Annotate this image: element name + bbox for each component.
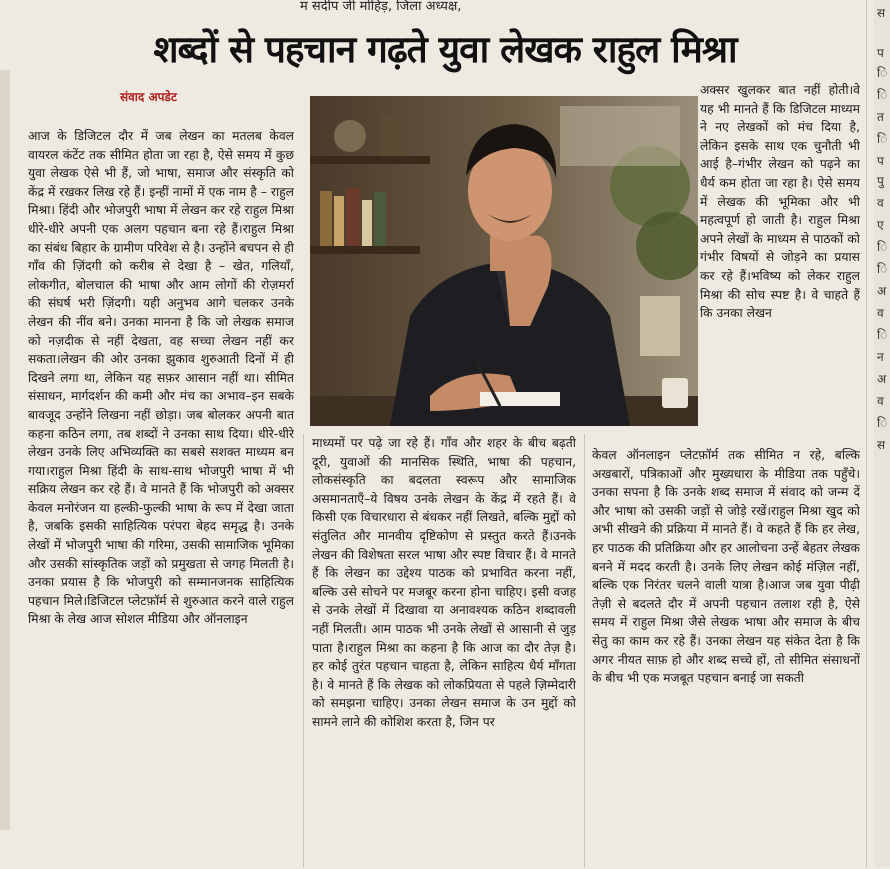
- adjacent-glyph: ए: [877, 218, 884, 232]
- page-divider: [866, 0, 867, 867]
- headline: शब्दों से पहचान गढ़ते युवा लेखक राहुल मिश्रा: [153, 28, 737, 71]
- adjacent-glyph: त: [877, 110, 884, 124]
- adjacent-glyph: अ: [877, 284, 887, 298]
- adjacent-glyph: प: [877, 154, 884, 168]
- person-portrait-icon: [310, 96, 698, 426]
- article-column-2: [312, 434, 576, 869]
- author-photo: [310, 96, 698, 426]
- article-column-3-top: [700, 81, 860, 443]
- previous-article-cut-text: म सदीप जी मोहिड़, जिला अध्यक्ष,: [300, 0, 462, 14]
- byline: संवाद अपडेट: [120, 90, 177, 104]
- column-divider: [303, 434, 304, 867]
- adjacent-glyph: स: [877, 438, 886, 452]
- column-divider: [584, 434, 585, 867]
- adjacent-glyph: न: [877, 350, 884, 364]
- column-3-top-text: अक्सर खुलकर बात नहीं होती।वे यह भी मानते हैं कि डिजिटल माध्यम ने नए लेखकों को मंच दिया है, लेकिन इसके साथ एक चुनौती भी आई है–गंभीर लेखन को पढ़ने का धैर्य कम होता जा रहा है। ऐसे समय में लेखक की भूमिका और भी महत्वपूर्ण हो जाती है। राहुल मिश्रा अपने लेखों के माध्यम से पाठकों को गंभीर विषयों से जोड़ने का प्रयास कर रहे हैं।भविष्य को लेकर राहुल मिश्रा की सोच स्पष्ट है। वे चाहते हैं कि उनका लेखन: [700, 83, 860, 321]
- article-column-1: [28, 127, 294, 869]
- adjacent-glyph: व: [877, 196, 884, 210]
- adjacent-glyph: ि: [877, 328, 888, 342]
- adjacent-glyph: ि: [877, 88, 888, 102]
- adjacent-glyph: व: [877, 306, 884, 320]
- column-2-text: माध्यमों पर पढ़े जा रहे हैं। गाँव और शहर के बीच बढ़ती दूरी, युवाओं की मानसिक स्थिति, भाषा की पहचान, लोकसंस्कृति का बदलता स्वरूप और सामाजिक असमानताएँ–ये विषय उनके लेखन के केंद्र में रहते हैं। वे किसी एक विचारधारा से बंधकर नहीं लिखते, बल्कि मुद्दों को संतुलित और मानवीय दृष्टिकोण से प्रस्तुत करते हैं।उनके लेखन की विशेषता सरल भाषा और स्पष्ट विचार हैं। वे मानते हैं कि लेखन का उद्देश्य पाठक को प्रभावित करना नहीं, बल्कि उसे सोचने पर मजबूर करना होना चाहिए। इसी वजह से उनके लेखों में दिखावा या अनावश्यक कठिन शब्दावली नहीं मिलती। आम पाठक भी उनके लेखों से आसानी से जुड़ पाता है।राहुल मिश्रा का कहना है कि आज का दौर तेज़ है। हर कोई तुरंत पहचान चाहता है, लेकिन साहित्य धैर्य माँगता है। वे मानते हैं कि लेखक को लोकप्रियता से पहले ज़िम्मेदारी को समझना चाहिए। उनका लेखन समाज के उन मुद्दों को सामने लाने की कोशिश करता है, जिन पर: [312, 436, 576, 729]
- article-column-3: [592, 446, 860, 846]
- adjacent-glyph: प: [877, 46, 884, 60]
- adjacent-glyph: अ: [877, 372, 887, 386]
- adjacent-glyph: ि: [877, 66, 888, 80]
- adjacent-glyph: पु: [877, 174, 884, 188]
- adjacent-glyph: ि: [877, 416, 888, 430]
- left-page-edge: [0, 70, 10, 830]
- adjacent-glyph: स: [877, 6, 886, 20]
- adjacent-article-edge: [874, 0, 890, 867]
- adjacent-glyph: व: [877, 394, 884, 408]
- column-3-text: केवल ऑनलाइन प्लेटफ़ॉर्म तक सीमित न रहे, बल्कि अखबारों, पत्रिकाओं और मुख्यधारा के मीडिया तक पहुँचे। उनका सपना है कि उनके शब्द समाज में संवाद को जन्म दें और भाषा को उसकी जड़ों से जोड़े रखें।राहुल मिश्रा खुद को अभी सीखने की प्रक्रिया में मानते हैं। वे कहते हैं कि हर लेख, हर पाठक की प्रतिक्रिया और हर आलोचना उन्हें बेहतर लेखक बनने में मदद करती है। उनके लिए लेखन कोई मंज़िल नहीं, बल्कि एक निरंतर चलने वाली यात्रा है।आज जब युवा पीढ़ी तेज़ी से बदलते दौर में अपनी पहचान तलाश रही है, ऐसे समय में राहुल मिश्रा जैसे लेखक भाषा और समाज के बीच सेतु का काम कर रहे हैं। उनका लेखन यह संकेत देता है कि अगर नीयत साफ़ हो और शब्द सच्चे हों, तो सीमित संसाधनों के बीच भी एक मजबूत पहचान बनाई जा सकती: [592, 448, 860, 686]
- adjacent-glyph: ि: [877, 132, 888, 146]
- adjacent-glyph: ि: [877, 262, 888, 276]
- adjacent-glyph: ि: [877, 240, 888, 254]
- column-1-text: आज के डिजिटल दौर में जब लेखन का मतलब केवल वायरल कंटेंट तक सीमित होता जा रहा है, ऐसे समय में कुछ युवा लेखक ऐसे भी हैं, जो भाषा, समाज और संस्कृति को केंद्र में रखकर लिख रहे हैं। इन्हीं नामों में एक नाम है – राहुल मिश्रा। हिंदी और भोजपुरी भाषा में लेखन कर रहे राहुल मिश्रा धीरे-धीरे अपनी एक अलग पहचान बना रहे हैं।राहुल मिश्रा का संबंध बिहार के ग्रामीण परिवेश से है। उन्होंने बचपन से ही गाँव की ज़िंदगी को करीब से देखा है – खेत, गलियाँ, लोकगीत, बोलचाल की भाषा और आम लोगों की रोज़मर्रा की संघर्ष भरी ज़िंदगी। यही अनुभव आगे चलकर उनके लेखन की नींव बने। उनका मानना है कि जो लेखक समाज को नज़दीक से नहीं देखता, वह सच्चा लेखन नहीं कर सकता।लेखन की ओर उनका झुकाव शुरुआती दिनों में ही दिखने लगा था, लेकिन यह सफ़र आसान नहीं था। सीमित संसाधन, मार्गदर्शन की कमी और मंच का अभाव–इन सबके बावजूद उन्होंने लिखना नहीं छोड़ा। जब बोलकर अपनी बात कहना कठिन लगा, तब शब्दों ने उनका साथ दिया। धीरे-धीरे लेखन उनके लिए अभिव्यक्ति का सबसे सशक्त माध्यम बन गया।राहुल मिश्रा हिंदी के साथ-साथ भोजपुरी भाषा में भी सक्रिय लेखन कर रहे हैं। वे मानते हैं कि भोजपुरी को अक्सर केवल मनोरंजन या हल्की-फुल्की भाषा के रूप में देखा जाता है, जबकि इसकी साहित्यिक परंपरा बेहद समृद्ध है। उनके लेखों में भोजपुरी भाषा की गरिमा, उसकी सामाजिक भूमिका और उसकी सांस्कृतिक जड़ों को प्रमुखता से जगह मिलती है। उनका प्रयास है कि भोजपुरी को सम्मानजनक साहित्यिक पहचान मिले।डिजिटल प्लेटफ़ॉर्म से शुरुआत करने वाले राहुल मिश्रा के लेख आज सोशल मीडिया और ऑनलाइन: [28, 129, 294, 627]
